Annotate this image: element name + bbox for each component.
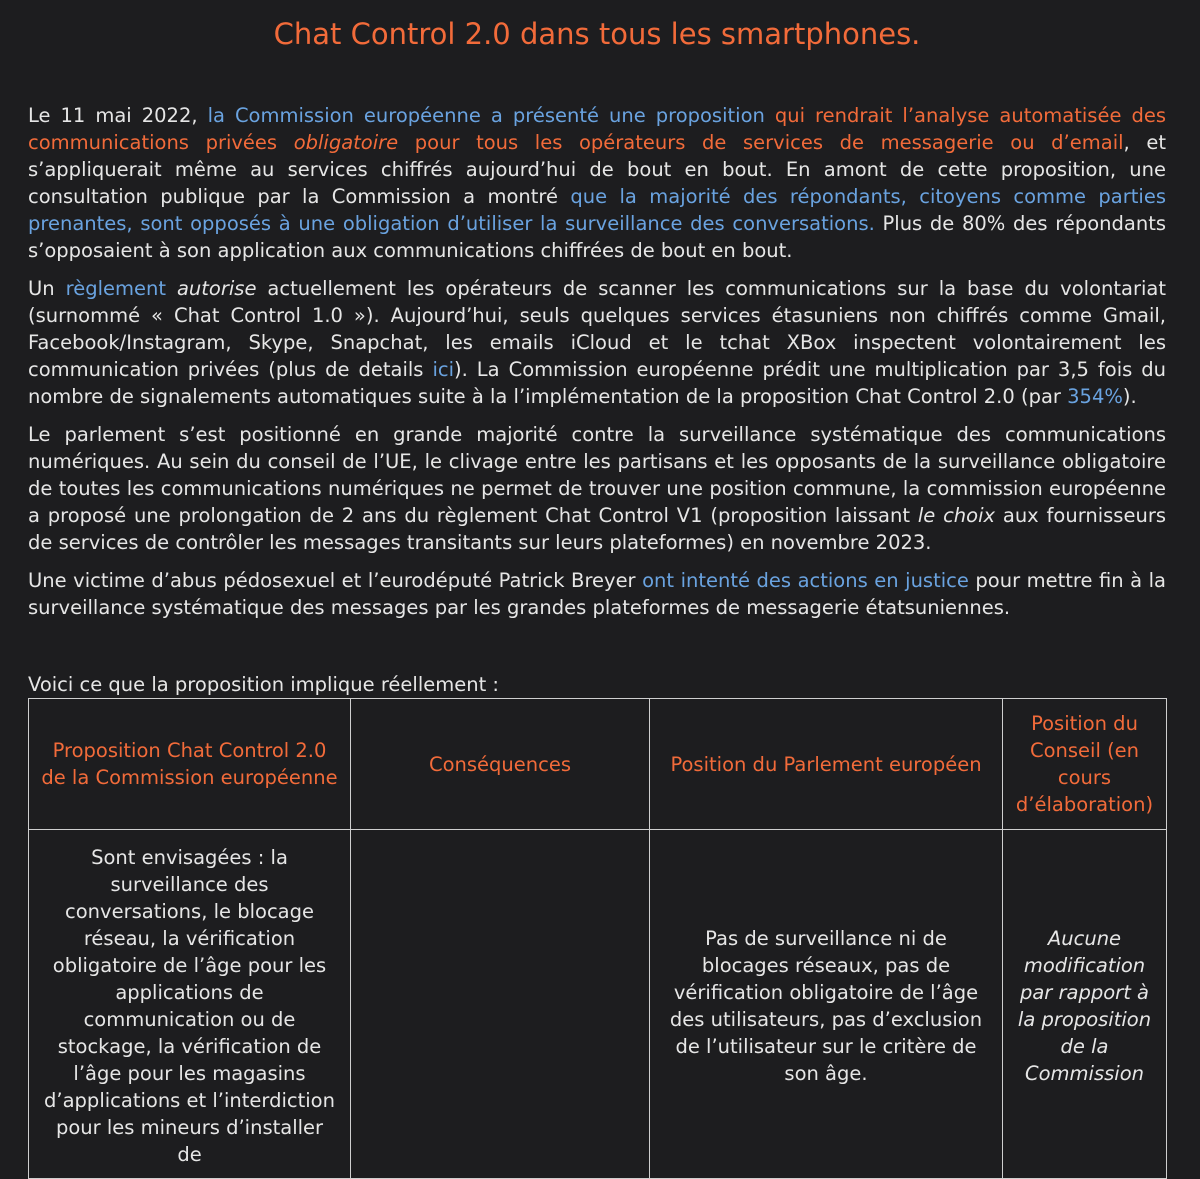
paragraph-4 bbox=[28, 567, 1166, 621]
text-span: aux fournisseurs de services de contrôler les messages transitants sur leurs plateformes) en novembre 2023. bbox=[28, 504, 1167, 554]
text-span: , et s’appliquerait même au services chiffrés aujourd’hui de bout en bout. En amont de cette proposition, une consultation publique par la Commission a montré bbox=[28, 131, 1166, 208]
text-span: Une victime d’abus pédosexuel et l’eurodéputé Patrick Breyer bbox=[28, 569, 643, 592]
emphasis-text: autorise bbox=[176, 277, 257, 300]
consultation-link[interactable]: que la majorité des répondants, citoyens comme parties prenantes, sont opposés à une obligation d’utiliser la surveillance des conversations. bbox=[28, 185, 1166, 235]
header-parliament: Position du Parlement européen bbox=[650, 699, 1003, 830]
legal-action-link[interactable]: ont intenté des actions en justice bbox=[642, 569, 969, 592]
highlight-text: pour tous les opérateurs de services de messagerie ou d’email bbox=[398, 131, 1124, 154]
table-header-row bbox=[29, 699, 1167, 830]
commission-proposal-link[interactable]: la Commission européenne a présenté une proposition bbox=[207, 104, 765, 127]
paragraph-2 bbox=[28, 275, 1166, 410]
cell-proposal: Sont envisagées : la surveillance des conversations, le blocage réseau, la vérification obligatoire de l’âge pour les applications de communication ou de stockage, la vérification de l’âge pour les magasins d’applications et l’interdiction pour les mineurs d’installer de bbox=[29, 830, 351, 1179]
intro-section bbox=[28, 102, 1166, 621]
header-council: Position du Conseil (en cours d’élaboration) bbox=[1003, 699, 1167, 830]
text-span: Un bbox=[28, 277, 66, 300]
text-span: Plus de 80% des répondants s’opposaient à son application aux communications chiffrées de bout en bout. bbox=[28, 212, 1167, 262]
text-span: Le parlement s’est positionné en grande majorité contre la surveillance systématique des communications numériques. Au sein du conseil de l’UE, le clivage entre les partisans et les opposants de la surveillance obligatoire de toutes les communications numériques ne permet de trouver une position commune, la commission européenne a proposé une prolongation de 2 ans du règlement Chat Control V1 (proposition laissant bbox=[28, 423, 1166, 527]
text-span bbox=[765, 104, 775, 127]
comparison-table bbox=[28, 698, 1167, 1179]
highlight-emphasis: obligatoire bbox=[293, 131, 399, 154]
cell-parliament: Pas de surveillance ni de blocages réseaux, pas de vérification obligatoire de l’âge des utilisateurs, pas d’exclusion de l’utilisateur sur le critère de son âge. bbox=[650, 830, 1003, 1179]
percentage-link[interactable]: 354% bbox=[1067, 385, 1123, 408]
emphasis-text: le choix bbox=[917, 504, 996, 527]
header-consequences: Conséquences bbox=[351, 699, 650, 830]
cell-council: Aucune modification par rapport à la proposition de la Commission bbox=[1003, 830, 1167, 1179]
page-title: Chat Control 2.0 dans tous les smartphones. bbox=[273, 17, 921, 51]
text-span: ). bbox=[1122, 385, 1137, 408]
highlight-text: qui rendrait l’analyse automatisée des communications privées bbox=[28, 104, 1166, 154]
text-span: actuellement les opérateurs de scanner les communications sur la base du volontariat (surnommé « Chat Control 1.0 »). Aujourd’hui, seuls quelques services étasuniens non chiffrés comme Gmail, Facebook/Instagram, Skype, Snapchat, les emails iCloud et le tchat XBox inspectent volontairement les communication privées (plus de details bbox=[28, 277, 1166, 381]
header-proposal: Proposition Chat Control 2.0 de la Commission européenne bbox=[29, 699, 351, 830]
text-span: Le 11 mai 2022, bbox=[28, 104, 208, 127]
regulation-link[interactable]: règlement bbox=[65, 277, 166, 300]
details-link[interactable]: ici bbox=[432, 358, 455, 381]
paragraph-3 bbox=[28, 421, 1166, 556]
paragraph-1 bbox=[28, 102, 1166, 264]
article bbox=[28, 0, 1166, 1179]
text-span: ). La Commission européenne prédit une multiplication par 3,5 fois du nombre de signalements automatiques suite à la l’implémentation de la proposition Chat Control 2.0 (par bbox=[28, 358, 1166, 408]
table-row bbox=[29, 830, 1167, 1179]
text-span bbox=[166, 277, 177, 300]
table-lead: Voici ce que la proposition implique réellement : bbox=[28, 673, 499, 696]
cell-consequences bbox=[351, 830, 650, 1179]
text-span: pour mettre fin à la surveillance systématique des messages par les grandes plateformes de messagerie étatsuniennes. bbox=[28, 569, 1166, 619]
